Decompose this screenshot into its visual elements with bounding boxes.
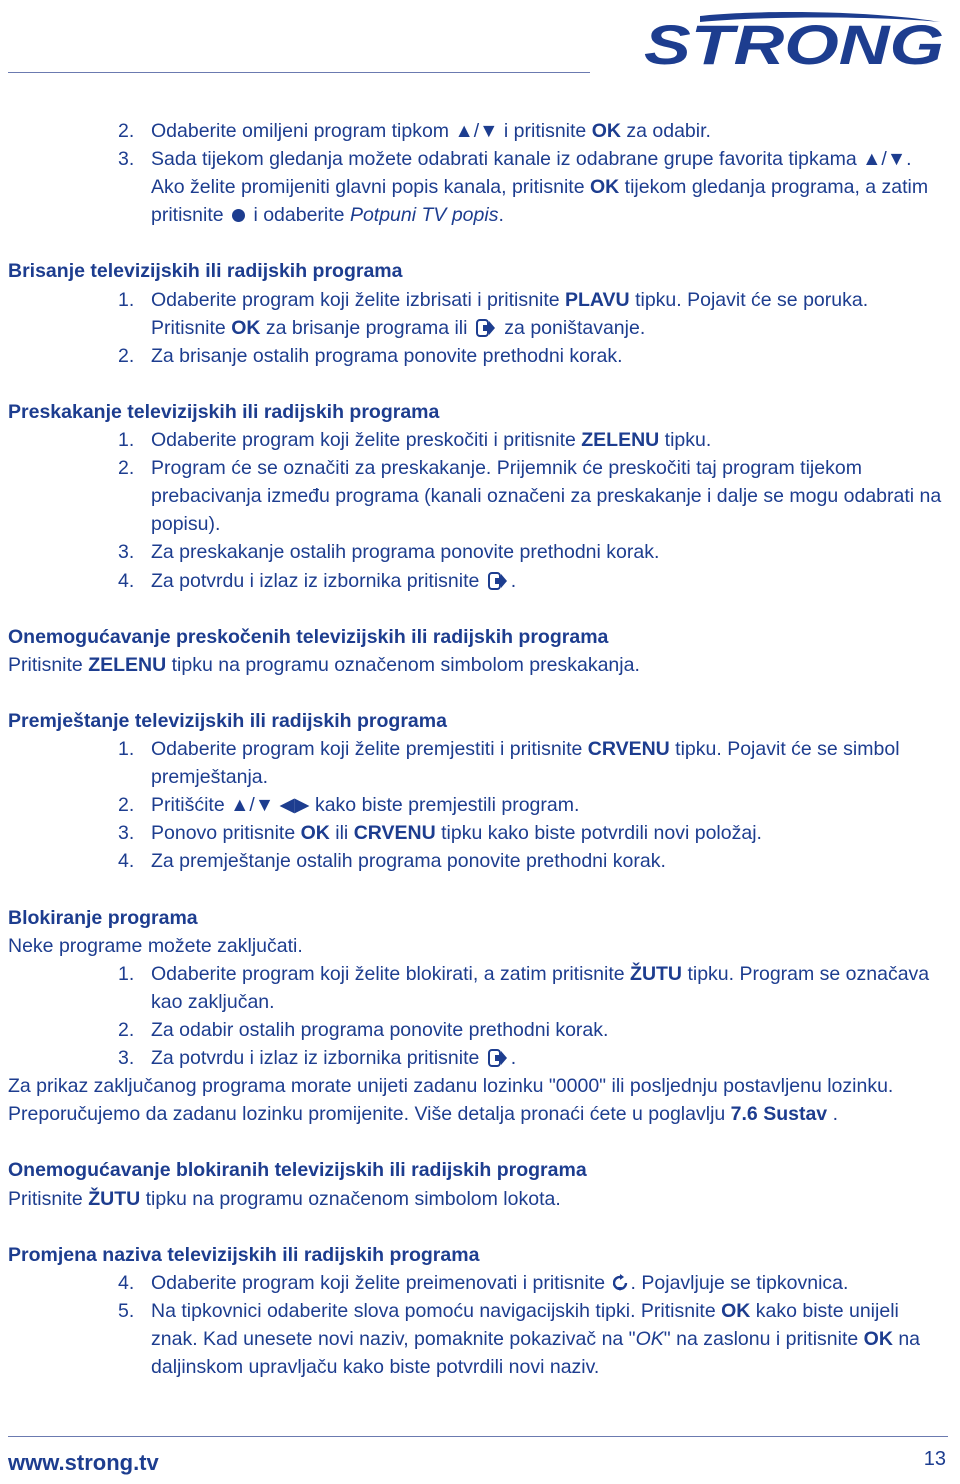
- paragraph: Pritisnite ŽUTU tipku na programu označenom simbolom lokota.: [8, 1187, 561, 1210]
- paragraph: Pritisnite ZELENU tipku na programu označenom simbolom preskakanja.: [8, 653, 640, 676]
- arrow-keys-icon: ▲/▼ ◀▶: [230, 794, 310, 817]
- list-item: 3. Ponovo pritisnite OK ili CRVENU tipku kako biste potvrdili novi položaj.: [118, 822, 762, 845]
- paragraph: Neke programe možete zaključati.: [8, 934, 303, 957]
- footer-url[interactable]: www.strong.tv: [8, 1450, 159, 1475]
- list-item: 4. Odaberite program koji želite preimenovati i pritisnite . Pojavljuje se tipkovnica.: [118, 1271, 849, 1294]
- list-text: Odaberite omiljeni program tipkom ▲/▼ i pritisnite OK za odabir.: [151, 120, 711, 142]
- footer-divider: [8, 1436, 948, 1437]
- section-heading-move: Premještanje televizijskih ili radijskih programa: [8, 709, 447, 732]
- header-divider: [8, 72, 590, 73]
- page-number: 13: [923, 1448, 946, 1470]
- list-item: 2. Pritišćite ▲/▼ ◀▶ kako biste premjestili program.: [118, 794, 580, 817]
- up-down-arrows-icon: ▲/▼: [862, 148, 907, 171]
- page-content: [8, 117, 948, 1381]
- list-text: Sada tijekom gledanja možete odabrati kanale iz odabrane grupe favorita tipkama ▲/▼. Ako želite promijeniti glavni popis kanala, pritisnite OK tijekom gledanja programa, a zatim pritisnite i odaberite Potpuni TV popis.: [151, 148, 929, 227]
- list-item: [8, 117, 948, 145]
- list-item: 1. Odaberite program koji želite izbrisati i pritisnite PLAVU tipku. Pojavit će se poruka. Pritisnite OK za brisanje programa ili za poništavanje.: [118, 288, 869, 339]
- list-item: 4. Za premještanje ostalih programa ponovite prethodni korak.: [118, 850, 666, 873]
- list-item: 3. Za preskakanje ostalih programa ponovite prethodni korak.: [118, 541, 660, 564]
- list-item: 2. Program će se označiti za preskakanje. Prijemnik će preskočiti taj program tijekom prebacivanja između programa (kanali označeni za preskakanje i dalje se mogu odabrati na popisu).: [118, 457, 942, 536]
- list-item: 1. Odaberite program koji želite preskočiti i pritisnite ZELENU tipku.: [118, 429, 712, 452]
- list-item: 2. Za odabir ostalih programa ponovite prethodni korak.: [118, 1019, 609, 1041]
- paragraph: Za prikaz zaključanog programa morate unijeti zadanu lozinku "0000" ili posljednju postavljenu lozinku. Preporučujemo da zadanu lozinku promijenite. Više detalja pronaći ćete u poglavlju 7.6 Sustav .: [8, 1075, 894, 1126]
- exit-icon: [488, 1049, 508, 1067]
- list-item: 1. Odaberite program koji želite blokirati, a zatim pritisnite ŽUTU tipku. Program se označava kao zaključan.: [118, 962, 930, 1013]
- strong-logo: [640, 8, 950, 72]
- list-item: 3. Za potvrdu i izlaz iz izbornika pritisnite .: [118, 1047, 517, 1070]
- list-item: 1. Odaberite program koji želite premjestiti i pritisnite CRVENU tipku. Pojavit će se simbol premještanja.: [118, 738, 900, 789]
- section-heading-unlock: Onemogućavanje blokiranih televizijskih ili radijskih programa: [8, 1159, 587, 1182]
- section-heading-unskip: Onemogućavanje preskočenih televizijskih ili radijskih programa: [8, 625, 609, 648]
- logo-text: STRONG: [644, 13, 944, 72]
- up-down-arrows-icon: ▲/▼: [454, 120, 499, 142]
- exit-icon: [488, 572, 508, 590]
- list-number: 3.: [118, 148, 135, 171]
- exit-icon: [476, 319, 496, 337]
- rename-icon: [613, 1274, 629, 1292]
- list-item: 2. Za brisanje ostalih programa ponovite prethodni korak.: [118, 344, 623, 367]
- list-item: [8, 145, 948, 229]
- list-item: 5. Na tipkovnici odaberite slova pomoću navigacijskih tipki. Pritisnite OK kako biste unijeli znak. Kad unesete novi naziv, pomaknite pokazivač na "OK" na zaslonu i pritisnite OK na daljinskom upravljaču kako biste potvrdili novi naziv.: [118, 1299, 921, 1379]
- circle-button-icon: [232, 209, 245, 222]
- section-heading-delete: Brisanje televizijskih ili radijskih programa: [8, 260, 403, 283]
- list-number: 2.: [118, 120, 135, 142]
- section-heading-lock: Blokiranje programa: [8, 906, 198, 929]
- section-heading-rename: Promjena naziva televizijskih ili radijskih programa: [8, 1243, 480, 1266]
- list-item: 4. Za potvrdu i izlaz iz izbornika pritisnite .: [118, 569, 517, 592]
- section-heading-skip: Preskakanje televizijskih ili radijskih programa: [8, 400, 440, 423]
